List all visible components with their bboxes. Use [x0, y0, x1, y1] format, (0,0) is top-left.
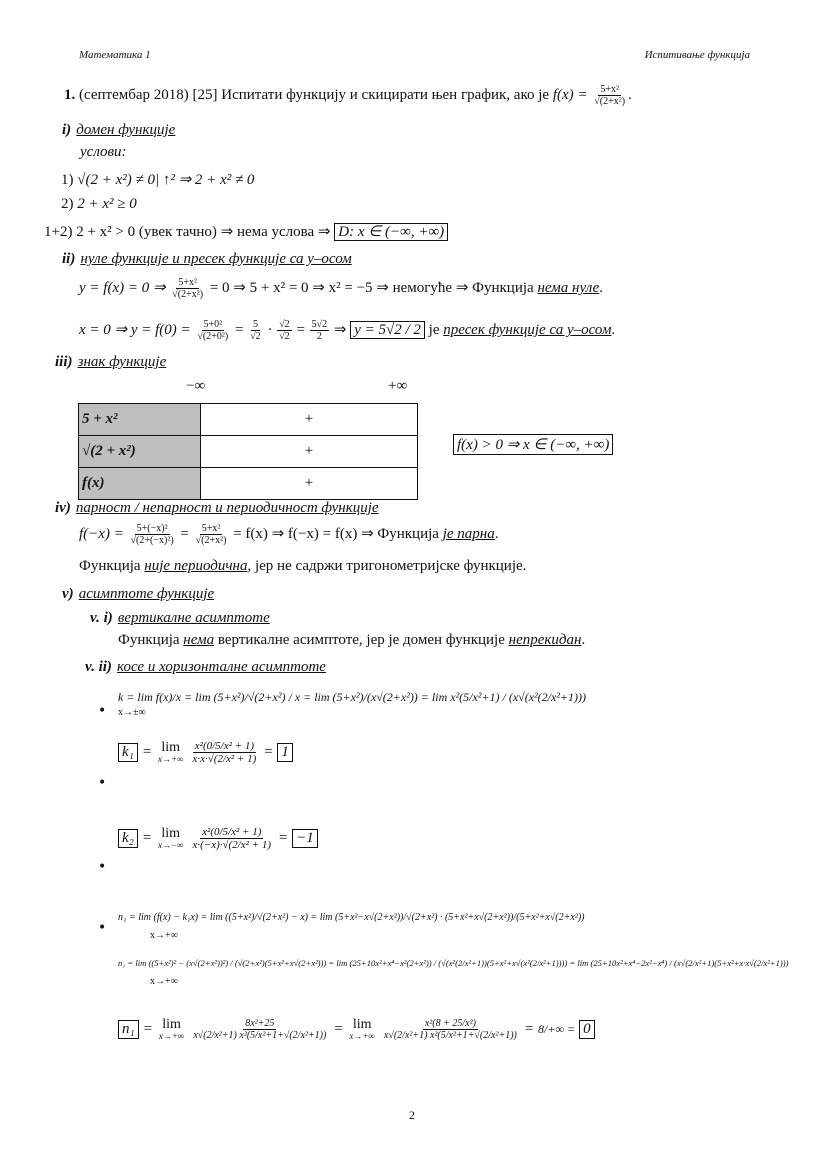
condition-1-2: 1+2) 2 + x² > 0 (увек тачно) ⇒ нема услова ⇒ D: x ∈ (−∞, +∞)	[44, 222, 448, 241]
section-iv-title: парност / непарност и периодичност функције	[75, 500, 379, 516]
function-lhs: f(x) =	[552, 86, 588, 103]
k2-value-box: −1	[292, 829, 318, 848]
k-formula: k = lim f(x)/x = lim (5+x²)/√(2+x²) / x = lim (5+x²)/(x√(2+x²)) = lim x²(5/x²+1) / (x√(x²(2/x²+1))) x→±∞	[118, 690, 587, 718]
problem-statement: 1. (септембар 2018) [25] Испитати функцију и скицирати њен график, ако је f(x) = $\frac{\text{5+x²}}{\text{√(2+x²)}}$ .	[64, 84, 632, 107]
section-v1-heading: v. i) вертикалне асимптоте	[90, 610, 270, 626]
problem-text: (септембар 2018) [25] Испитати функцију и скицирати њен график, ако је	[79, 86, 550, 103]
domain-box: D: x ∈ (−∞, +∞)	[334, 223, 448, 241]
n1-limit-subscript: x→+∞	[150, 930, 178, 941]
page-number: 2	[409, 1108, 415, 1122]
section-v2-heading: v. ii) косе и хоризонталне асимптоте	[85, 659, 326, 675]
n1-final: n₁ = lim x→+∞ $\frac{\text{8x²+25}}{\text{x√(2/x²+1) x²(5/x²+1+√(2/x²+1))}}$ = lim x→+∞ $\frac{\text{x²(8 + 25/x²)}}{\text{x√(2/x²+1) x²(5/x²+1+√(2/x²+1))}}$ = 8/+∞ = 0	[118, 1018, 595, 1041]
minus-infinity-label: −∞	[186, 378, 206, 394]
header-left: Математика 1	[79, 49, 151, 61]
sign-row: √(2 + x²) +	[79, 436, 418, 468]
k1-value-box: 1	[277, 743, 293, 762]
y-intercept-box: y = 5√2 / 2	[350, 321, 425, 339]
conditions-label: услови:	[80, 144, 127, 160]
section-iv-heading: iv) парност / непарност и периодичност функције	[55, 500, 379, 516]
k1-formula: k₁ = lim x→+∞ $\frac{\text{x²(0/5/x² + 1)}}{\text{x·x·√(2/x² + 1)}}$ = 1	[118, 740, 293, 765]
section-ii-title: нуле функције и пресек функције са y–осом	[80, 251, 352, 267]
n1-formula: n₁ = lim (f(x) − k₁x) = lim ((5+x²)/√(2+x²) − x) = lim (5+x²−x√(2+x²))/√(2+x²) · (5+x²+x√(2+x²))/(5+x²+x√(2+x²))	[118, 912, 585, 923]
sign-row: f(x) +	[79, 468, 418, 500]
bullet: •	[98, 920, 107, 936]
section-v-heading: v) асимптоте функције	[62, 586, 215, 602]
periodicity-line: Функција није периодична, јер не садржи тригонометријске функције.	[79, 558, 527, 574]
n1-box: n₁	[118, 1020, 139, 1039]
sign-row: 5 + x² +	[79, 404, 418, 436]
bullet: •	[98, 859, 107, 875]
k-limit-subscript: x→±∞	[118, 707, 146, 718]
function-fraction: $\frac{\text{5+x²}}{\text{√(2+x²)}}$	[594, 84, 626, 107]
header-right: Испитивање функција	[644, 49, 750, 61]
bullet: •	[98, 775, 107, 791]
vertical-asymptote-text: Функција нема вертикалне асимптоте, јер је домен функције непрекидан.	[118, 632, 586, 648]
k2-box: k₂	[118, 829, 138, 848]
section-v-title: асимптоте функције	[78, 586, 215, 602]
n1-expansion: n₁ = lim ((5+x²)² − (x√(2+x²))²) / (√(2+x²)(5+x²+x√(2+x²))) = lim (25+10x²+x⁴−x²(2+x²)) / (√(x²(2/x²+1))(5+x²+x√(x²(2/x²+1)))) = lim (25+10x²+x⁴−2x²−x⁴) / (x√(2/x²+1)(5+x²+x·x√(2/x²+1)))	[118, 958, 789, 968]
section-iii-heading: iii) знак функције	[55, 354, 167, 370]
zeros-line: y = f(x) = 0 ⇒ $\frac{\text{5+x²}}{\text{√(2+x²)}}$ = 0 ⇒ 5 + x² = 0 ⇒ x² = −5 ⇒ немогуће ⇒ Функција нема нуле.	[79, 277, 604, 300]
condition-2: 2) 2 + x² ≥ 0	[61, 196, 137, 212]
plus-infinity-label: +∞	[388, 378, 408, 394]
sign-result-box: f(x) > 0 ⇒ x ∈ (−∞, +∞)	[453, 434, 613, 455]
y-intercept-line: x = 0 ⇒ y = f(0) = $\frac{\text{5+0²}}{\text{√(2+0²)}}$ = $\frac{5}{√2}$ · $\frac{√2}{√2}$ = $\frac{5√2}{2}$ ⇒ y = 5√2 / 2 је пресек функције са y–осом.	[79, 319, 616, 342]
n1-expansion-subscript: x→+∞	[150, 976, 178, 987]
section-i-label: i)	[62, 122, 72, 138]
parity-line: f(−x) = $\frac{\text{5+(−x)²}}{\text{√(2+(−x)²)}}$ = $\frac{\text{5+x²}}{\text{√(2+x²)}}$ = f(x) ⇒ f(−x) = f(x) ⇒ Функција је парна.	[79, 523, 499, 546]
k1-box: k₁	[118, 743, 138, 762]
condition-1: 1) √(2 + x²) ≠ 0| ↑² ⇒ 2 + x² ≠ 0	[61, 172, 255, 188]
bullet: •	[98, 703, 107, 719]
section-iii-title: знак функције	[77, 354, 167, 370]
section-ii-heading: ii) нуле функције и пресек функције са y–осом	[62, 251, 352, 267]
n1-value-box: 0	[579, 1020, 595, 1039]
section-i-heading	[62, 119, 175, 139]
section-i-title: домен функције	[76, 122, 176, 138]
sign-table	[78, 403, 418, 500]
k2-formula: k₂ = lim x→−∞ $\frac{\text{x²(0/5/x² + 1)}}{\text{x·(−x)·√(2/x² + 1)}}$ = −1	[118, 826, 318, 851]
problem-number: 1.	[64, 86, 76, 103]
